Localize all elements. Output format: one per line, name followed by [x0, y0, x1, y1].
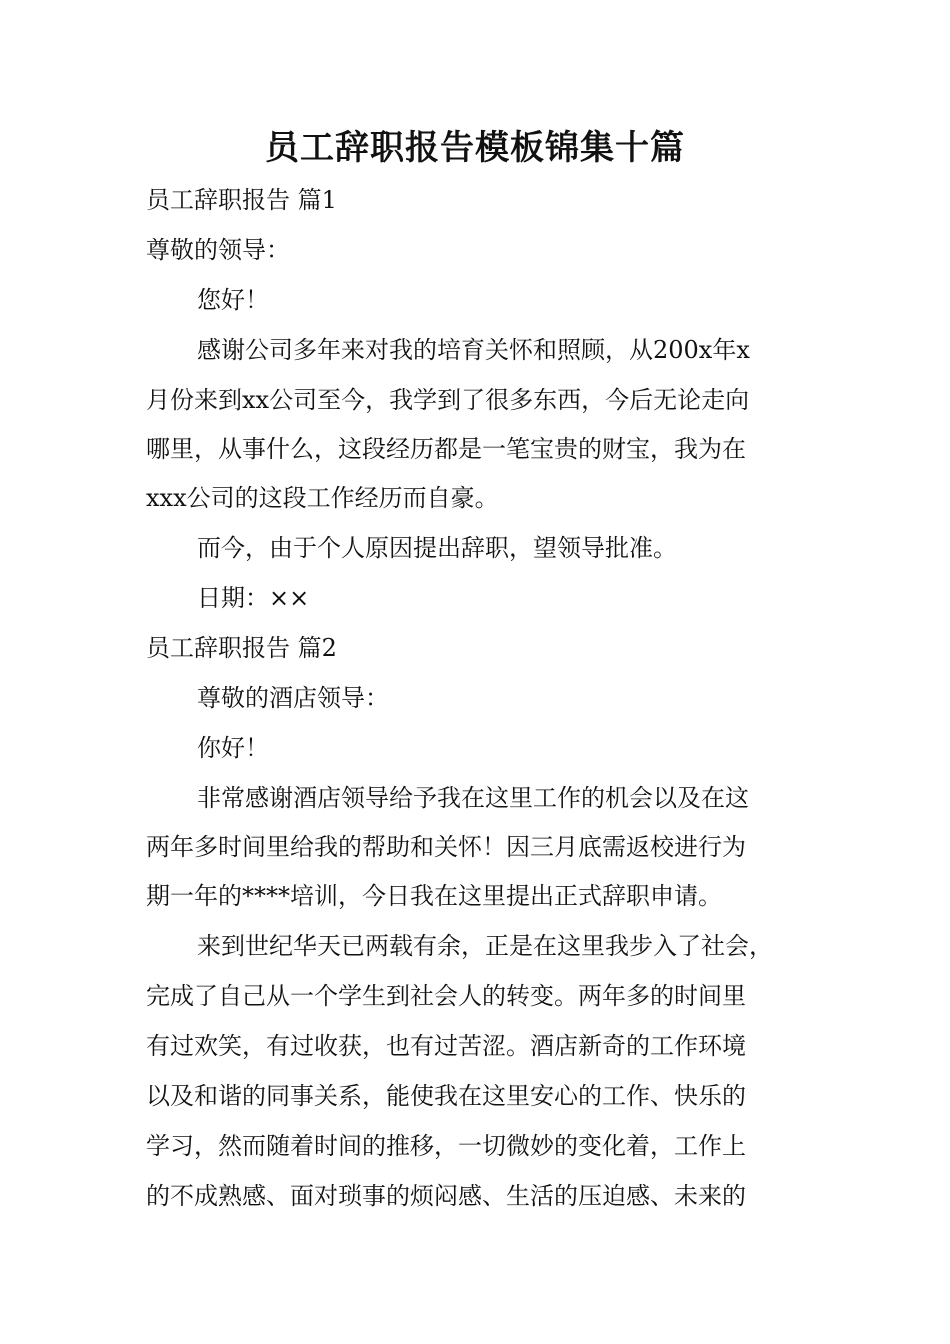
paragraph-line: 的不成熟感、面对琐事的烦闷感、生活的压迫感、未来的 [146, 1182, 746, 1210]
paragraph-line: 而今，由于个人原因提出辞职，望领导批准。 [197, 534, 677, 562]
salutation: 尊敬的领导： [146, 236, 290, 264]
greeting: 你好！ [197, 734, 269, 762]
paragraph-line: 期一年的****培训，今日我在这里提出正式辞职申请。 [146, 882, 722, 910]
paragraph-line: 完成了自己从一个学生到社会人的转变。两年多的时间里 [146, 982, 746, 1010]
paragraph-line: 有过欢笑，有过收获，也有过苦涩。酒店新奇的工作环境 [146, 1032, 746, 1060]
section-heading-2: 员工辞职报告 篇2 [146, 634, 337, 662]
greeting: 您好！ [197, 286, 269, 314]
section-heading-1: 员工辞职报告 篇1 [146, 186, 337, 214]
paragraph-line: 月份来到xx公司至今，我学到了很多东西，今后无论走向 [146, 386, 750, 414]
salutation: 尊敬的酒店领导： [197, 684, 389, 712]
paragraph-line: xxx公司的这段工作经历而自豪。 [146, 484, 499, 512]
paragraph-line: 学习，然而随着时间的推移，一切微妙的变化着，工作上 [146, 1132, 746, 1160]
paragraph-line: 哪里，从事什么，这段经历都是一笔宝贵的财宝，我为在 [146, 435, 746, 463]
paragraph-line: 以及和谐的同事关系，能使我在这里安心的工作、快乐的 [146, 1082, 746, 1110]
document-title: 员工辞职报告模板锦集十篇 [265, 128, 685, 168]
paragraph-line: 感谢公司多年来对我的培育关怀和照顾，从200x年x [197, 336, 750, 364]
paragraph-line: 来到世纪华天已两载有余，正是在这里我步入了社会， [197, 932, 773, 960]
paragraph-line: 非常感谢酒店领导给予我在这里工作的机会以及在这 [197, 784, 749, 812]
paragraph-line: 两年多时间里给我的帮助和关怀！因三月底需返校进行为 [146, 833, 746, 861]
date-line: 日期：×× [197, 584, 310, 612]
